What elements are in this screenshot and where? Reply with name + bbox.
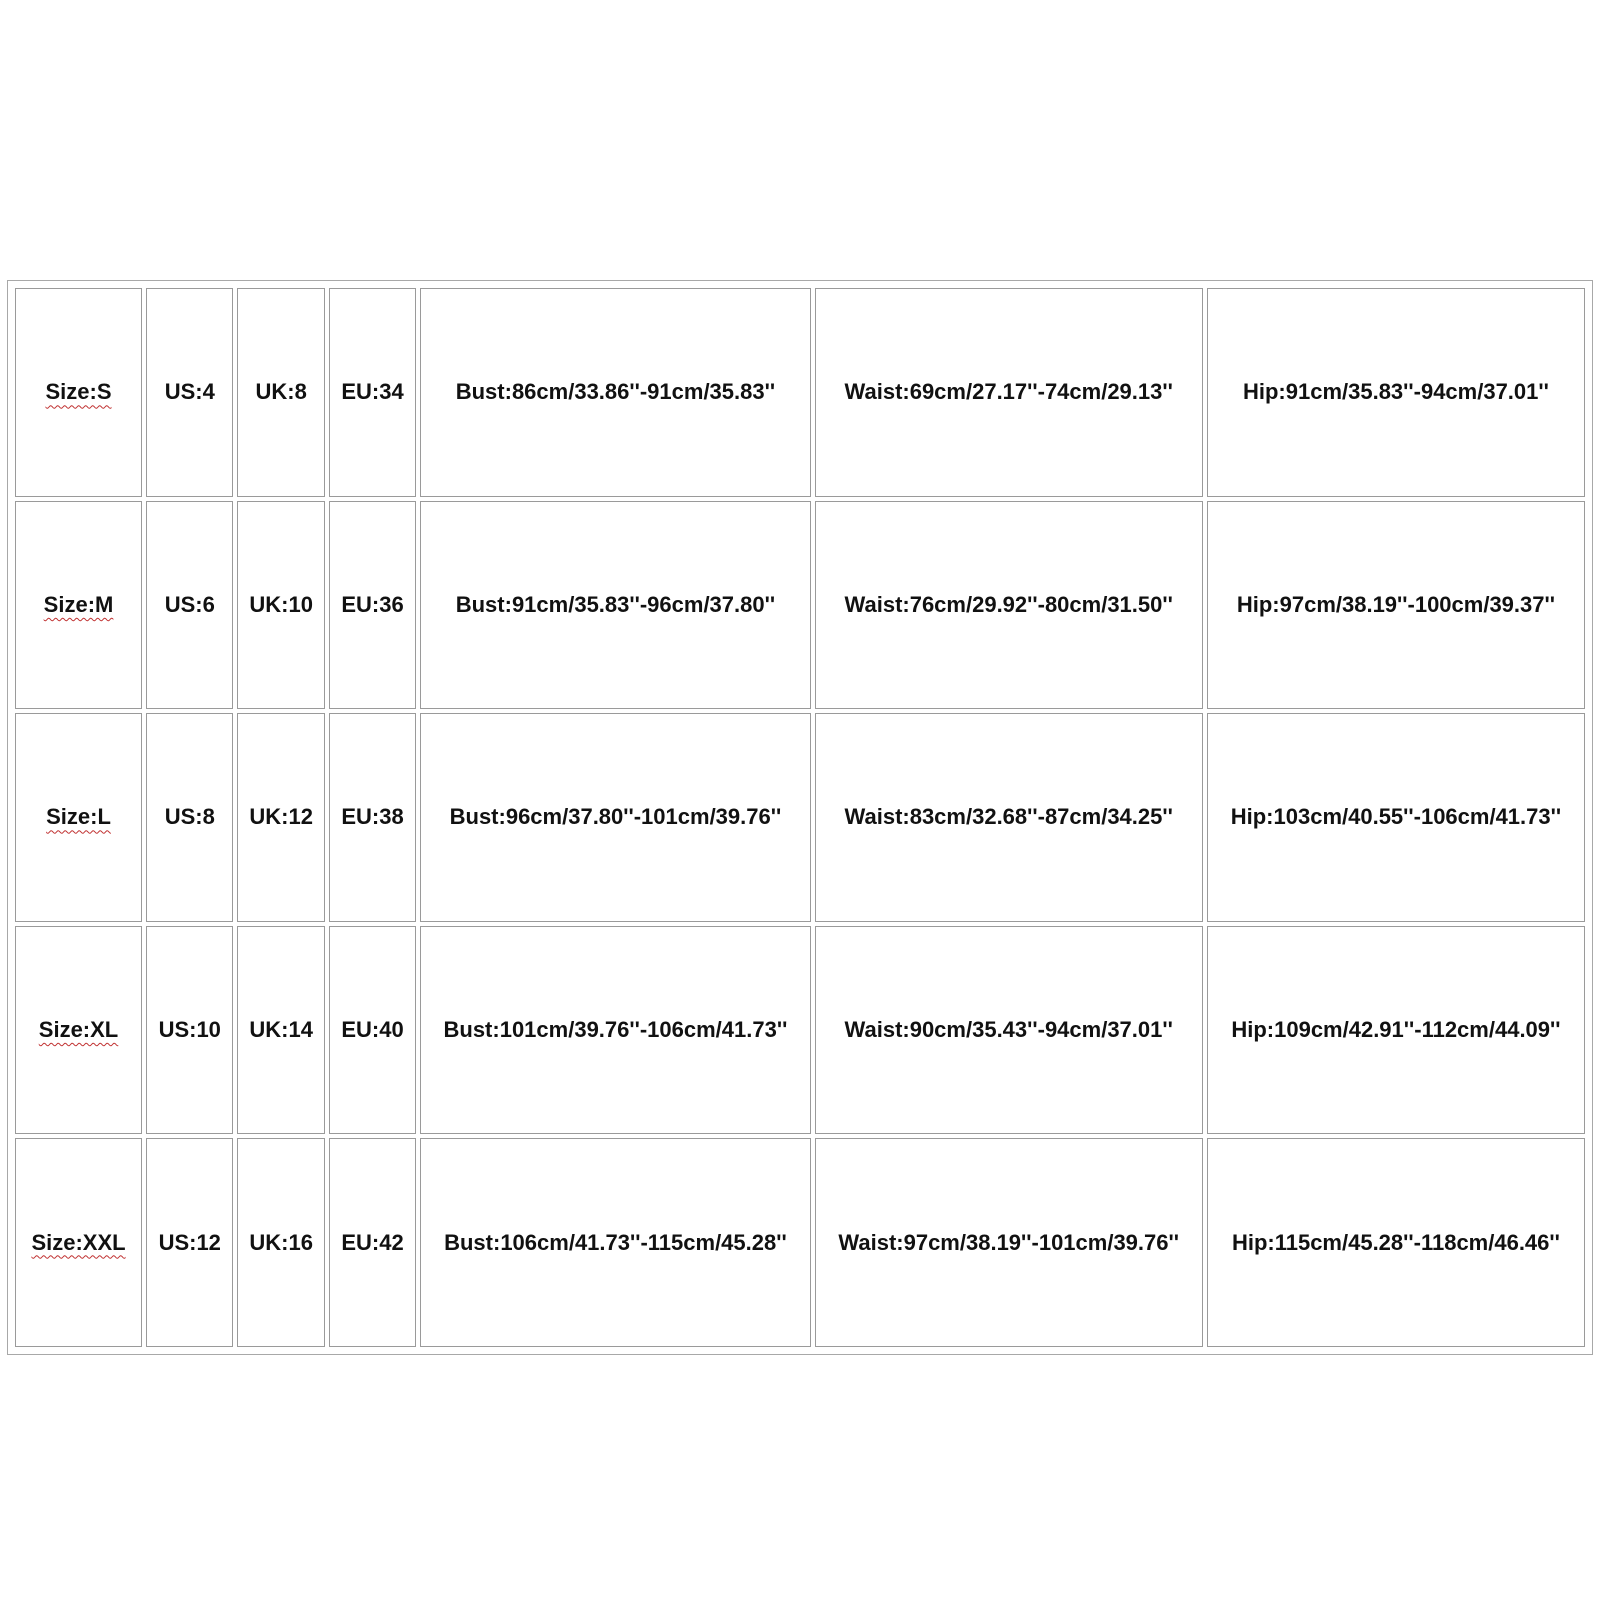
waist-cell: Waist:83cm/32.68''-87cm/34.25'' (815, 713, 1203, 922)
hip-cell: Hip:91cm/35.83''-94cm/37.01'' (1207, 288, 1585, 497)
uk-size-cell: UK:12 (237, 713, 324, 922)
table-row-size-s (15, 288, 1585, 497)
us-size-cell: US:10 (146, 926, 233, 1135)
us-size-cell: US:4 (146, 288, 233, 497)
us-size-cell: US:12 (146, 1138, 233, 1347)
us-size-cell: US:6 (146, 501, 233, 710)
us-size-cell: US:8 (146, 713, 233, 922)
hip-cell: Hip:103cm/40.55''-106cm/41.73'' (1207, 713, 1585, 922)
eu-size-cell: EU:38 (329, 713, 416, 922)
size-label: Size:M (43, 591, 114, 617)
bust-cell: Bust:101cm/39.76''-106cm/41.73'' (420, 926, 810, 1135)
uk-size-cell: UK:14 (237, 926, 324, 1135)
table-row-size-m (15, 501, 1585, 710)
hip-cell: Hip:115cm/45.28''-118cm/46.46'' (1207, 1138, 1585, 1347)
size-label: Size:XL (38, 1017, 119, 1043)
eu-size-cell: EU:36 (329, 501, 416, 710)
size-label: Size:XXL (31, 1229, 126, 1255)
waist-cell: Waist:90cm/35.43''-94cm/37.01'' (815, 926, 1203, 1135)
eu-size-cell: EU:42 (329, 1138, 416, 1347)
waist-cell: Waist:76cm/29.92''-80cm/31.50'' (815, 501, 1203, 710)
size-chart-grid (11, 284, 1589, 1351)
waist-cell: Waist:97cm/38.19''-101cm/39.76'' (815, 1138, 1203, 1347)
size-cell (15, 288, 142, 497)
table-row-size-xxl (15, 1138, 1585, 1347)
table-row-size-l (15, 713, 1585, 922)
bust-cell: Bust:96cm/37.80''-101cm/39.76'' (420, 713, 810, 922)
table-row-size-xl (15, 926, 1585, 1135)
bust-cell: Bust:106cm/41.73''-115cm/45.28'' (420, 1138, 810, 1347)
eu-size-cell: EU:40 (329, 926, 416, 1135)
hip-cell: Hip:109cm/42.91''-112cm/44.09'' (1207, 926, 1585, 1135)
uk-size-cell: UK:16 (237, 1138, 324, 1347)
bust-cell: Bust:91cm/35.83''-96cm/37.80'' (420, 501, 810, 710)
size-label: Size:L (46, 804, 111, 830)
size-chart-table (7, 280, 1593, 1355)
size-label: Size:S (45, 379, 112, 405)
uk-size-cell: UK:8 (237, 288, 324, 497)
bust-cell: Bust:86cm/33.86''-91cm/35.83'' (420, 288, 810, 497)
size-cell (15, 713, 142, 922)
size-cell (15, 501, 142, 710)
eu-size-cell: EU:34 (329, 288, 416, 497)
size-cell (15, 1138, 142, 1347)
hip-cell: Hip:97cm/38.19''-100cm/39.37'' (1207, 501, 1585, 710)
size-cell (15, 926, 142, 1135)
uk-size-cell: UK:10 (237, 501, 324, 710)
waist-cell: Waist:69cm/27.17''-74cm/29.13'' (815, 288, 1203, 497)
